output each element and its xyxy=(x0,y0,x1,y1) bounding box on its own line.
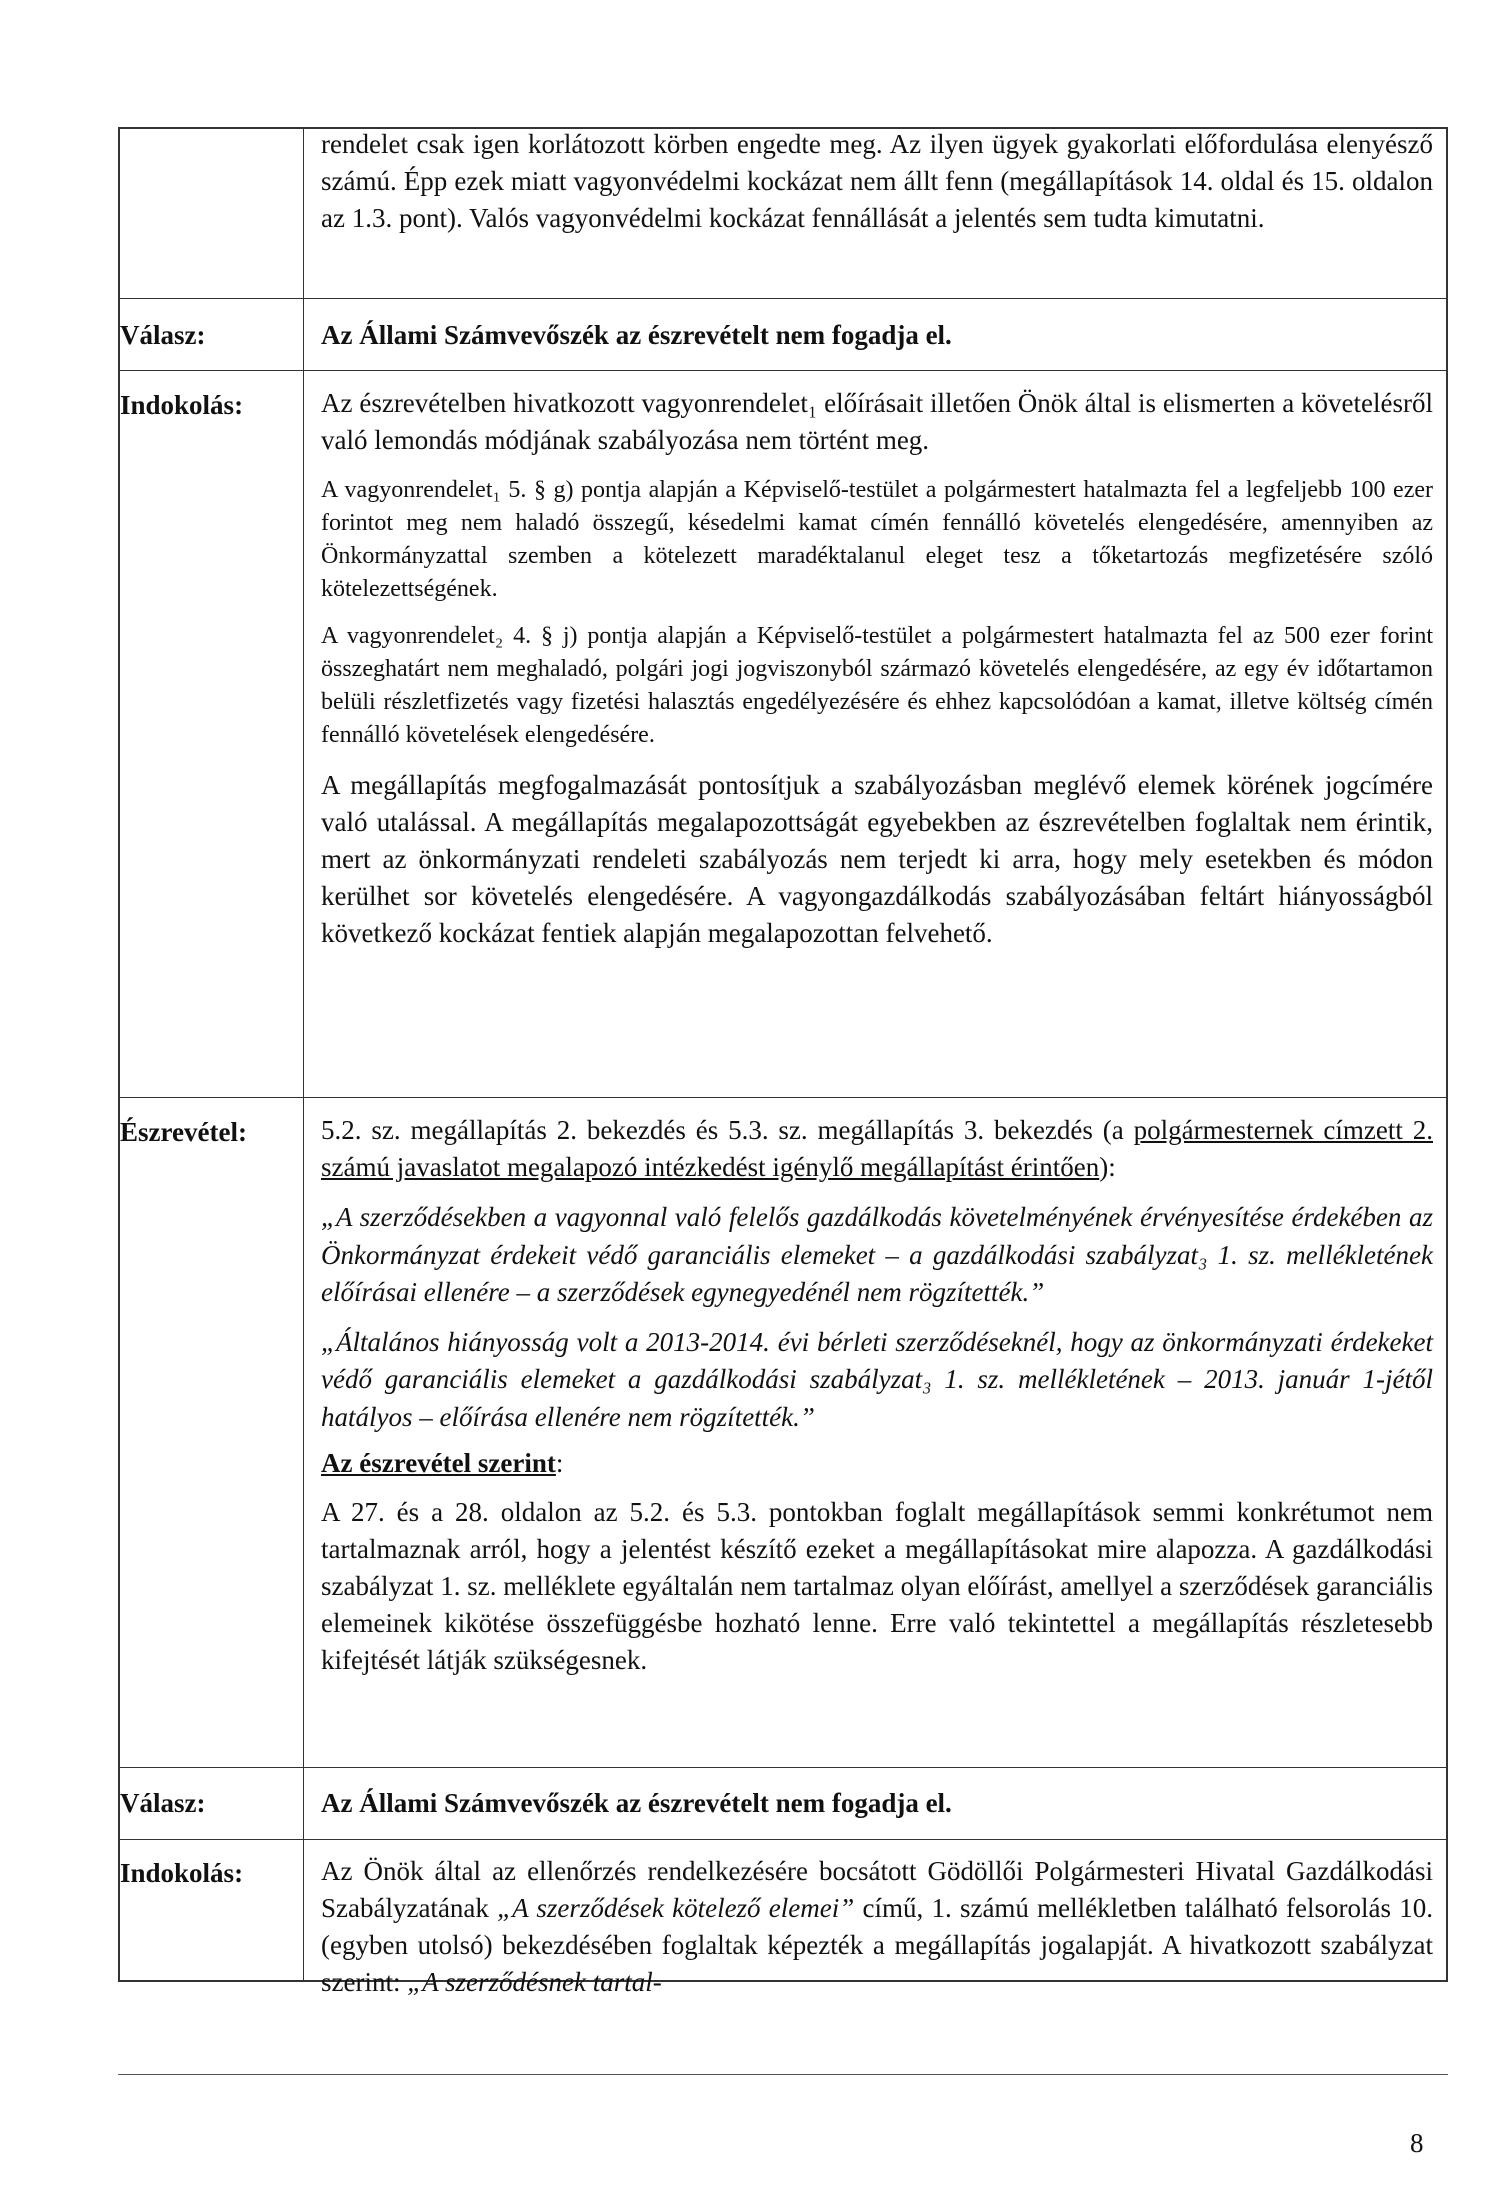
remark-heading xyxy=(321,1445,1433,1482)
reasoning-italic: „A szerződések kötelező elemei” xyxy=(497,1893,855,1923)
reasoning-italic: „A szerződésnek tartal- xyxy=(407,1967,662,1997)
row-divider xyxy=(120,1767,1446,1768)
remark-intro xyxy=(321,1112,1433,1186)
remark-intro-end: ): xyxy=(1099,1152,1116,1182)
remark-heading-colon: : xyxy=(555,1448,564,1478)
remark-quote: „A szerződésekben a vagyonnal való felelős gazdálkodás követelményének érvényesítése érdekében az Önkormányzat érdekeit védő garanciális elemeket – a gazdálkodási szabályzat₃ 1. sz. mellékletének előírásai ellenére – a szerződések egynegyedénél nem rögzítették.” xyxy=(321,1202,1433,1307)
row-divider xyxy=(120,370,1446,371)
answer-cell xyxy=(321,1785,1433,1821)
remark-intro-underlined: polgármesternek címzett 2. számú javaslatot megalapozó intézkedést igénylő megállapítást érintően xyxy=(321,1115,1433,1182)
row-label-eszrevetel: Észrevétel: xyxy=(120,1117,247,1147)
row-label-valasz: Válasz: xyxy=(120,1788,206,1818)
answer-text: Az Állami Számvevőszék az észrevételt nem fogadja el. xyxy=(321,320,952,350)
reasoning-paragraph: A megállapítás megfogalmazását pontosítjuk a szabályozásban meglévő elemek körének jogcímére való utalással. A megállapítás megalapozottságát egyebekben az észrevételben foglaltak nem érintik, mert az önkormányzati rendeleti szabályozás nem terjedt ki arra, hogy mely esetekben és módon kerülhet sor követelés elengedésére. A vagyongazdálkodás szabályozásában feltárt hiányosságból következő kockázat fentiek alapján megalapozottan felvehető. xyxy=(321,770,1433,948)
answer-cell xyxy=(321,317,1433,353)
reasoning-paragraph: A vagyonrendelet₂ 4. § j) pontja alapján a Képviselő-testület a polgármestert hatalmazta fel az 500 ezer forint összeghatárt nem meghaladó, polgári jogi jogviszonyból származó követelés elengedésére, az egy év időtartamon belüli részletfizetés vagy fizetési halasztás engedélyezésére és ehhez kapcsolódóan a kamat, illetve költség címén fennálló követelések elengedésére. xyxy=(321,623,1433,748)
top-cell xyxy=(321,126,1433,237)
row-divider xyxy=(120,298,1446,299)
remark-cell xyxy=(321,1112,1433,1679)
remark-quote: „Általános hiányosság volt a 2013-2014. évi bérleti szerződéseknél, hogy az önkormányzati érdekeket védő garanciális elemeket a gazdálkodási szabályzat₃ 1. sz. mellékletének – 2013. január 1-jétől hatályos – előírása ellenére nem rögzítették.” xyxy=(321,1326,1433,1432)
column-divider xyxy=(303,129,304,1980)
footer-rule xyxy=(118,2074,1448,2075)
answer-text: Az Állami Számvevőszék az észrevételt nem fogadja el. xyxy=(321,1788,952,1818)
reasoning-cell xyxy=(321,1853,1433,2001)
reasoning-cell xyxy=(321,385,1433,952)
page-number: 8 xyxy=(1410,2128,1424,2158)
reasoning-paragraph xyxy=(321,1853,1433,2001)
row-label-valasz: Válasz: xyxy=(120,320,206,350)
remark-heading-text: Az észrevétel szerint xyxy=(321,1448,556,1478)
reasoning-paragraph: Az észrevételben hivatkozott vagyonrendelet₁ előírásait illetően Önök által is elismerten a követelésről való lemondás módjának szabályozása nem történt meg. xyxy=(321,388,1433,455)
remark-intro-text: 5.2. sz. megállapítás 2. bekezdés és 5.3. sz. megállapítás 3. bekezdés (a xyxy=(321,1115,1134,1145)
row-divider xyxy=(120,1097,1446,1098)
reasoning-text: című, 1. számú mellékletben található felsorolás 10. (egyben utolsó) bekezdésében foglaltak képezték a megállapítás jogalapját. A hivatkozott szabályzat szerint: xyxy=(321,1893,1433,1997)
content-table xyxy=(118,127,1448,1997)
remark-paragraph: A 27. és a 28. oldalon az 5.2. és 5.3. pontokban foglalt megállapítások semmi konkrétumot nem tartalmaznak arról, hogy a jelentést készítő ezeket a megállapításokat mire alapozza. A gazdálkodási szabályzat 1. sz. melléklete egyáltalán nem tartalmaz olyan előírást, amellyel a szerződések garanciális elemeinek kikötése összefüggésbe hozható lenne. Erre való tekintettel a megállapítás részletesebb kifejtését látják szükségesnek. xyxy=(321,1497,1433,1675)
row-divider xyxy=(120,1839,1446,1840)
reasoning-paragraph: A vagyonrendelet₁ 5. § g) pontja alapján a Képviselő-testület a polgármestert hatalmazta fel a legfeljebb 100 ezer forintot meg nem haladó összegű, késedelmi kamat címén fennálló követelés elengedésére, amennyiben az Önkormányzattal szemben a kötelezett maradéktalanul eleget tesz a tőketartozás megfizetésére szóló kötelezettségének. xyxy=(321,477,1433,602)
top-cell-text: rendelet csak igen korlátozott körben engedte meg. Az ilyen ügyek gyakorlati előfordulása elenyésző számú. Épp ezek miatt vagyonvédelmi kockázat nem állt fenn (megállapítások 14. oldal és 15. oldalon az 1.3. pont). Valós vagyonvédelmi kockázat fennállását a jelentés sem tudta kimutatni. xyxy=(321,129,1433,233)
row-label-indokolas: Indokolás: xyxy=(120,390,244,420)
reasoning-text: Az Önök által az ellenőrzés rendelkezésére bocsátott Gödöllői Polgármesteri Hivatal Gazdálkodási Szabályzatának xyxy=(321,1856,1433,1923)
row-label-indokolas: Indokolás: xyxy=(120,1858,244,1888)
